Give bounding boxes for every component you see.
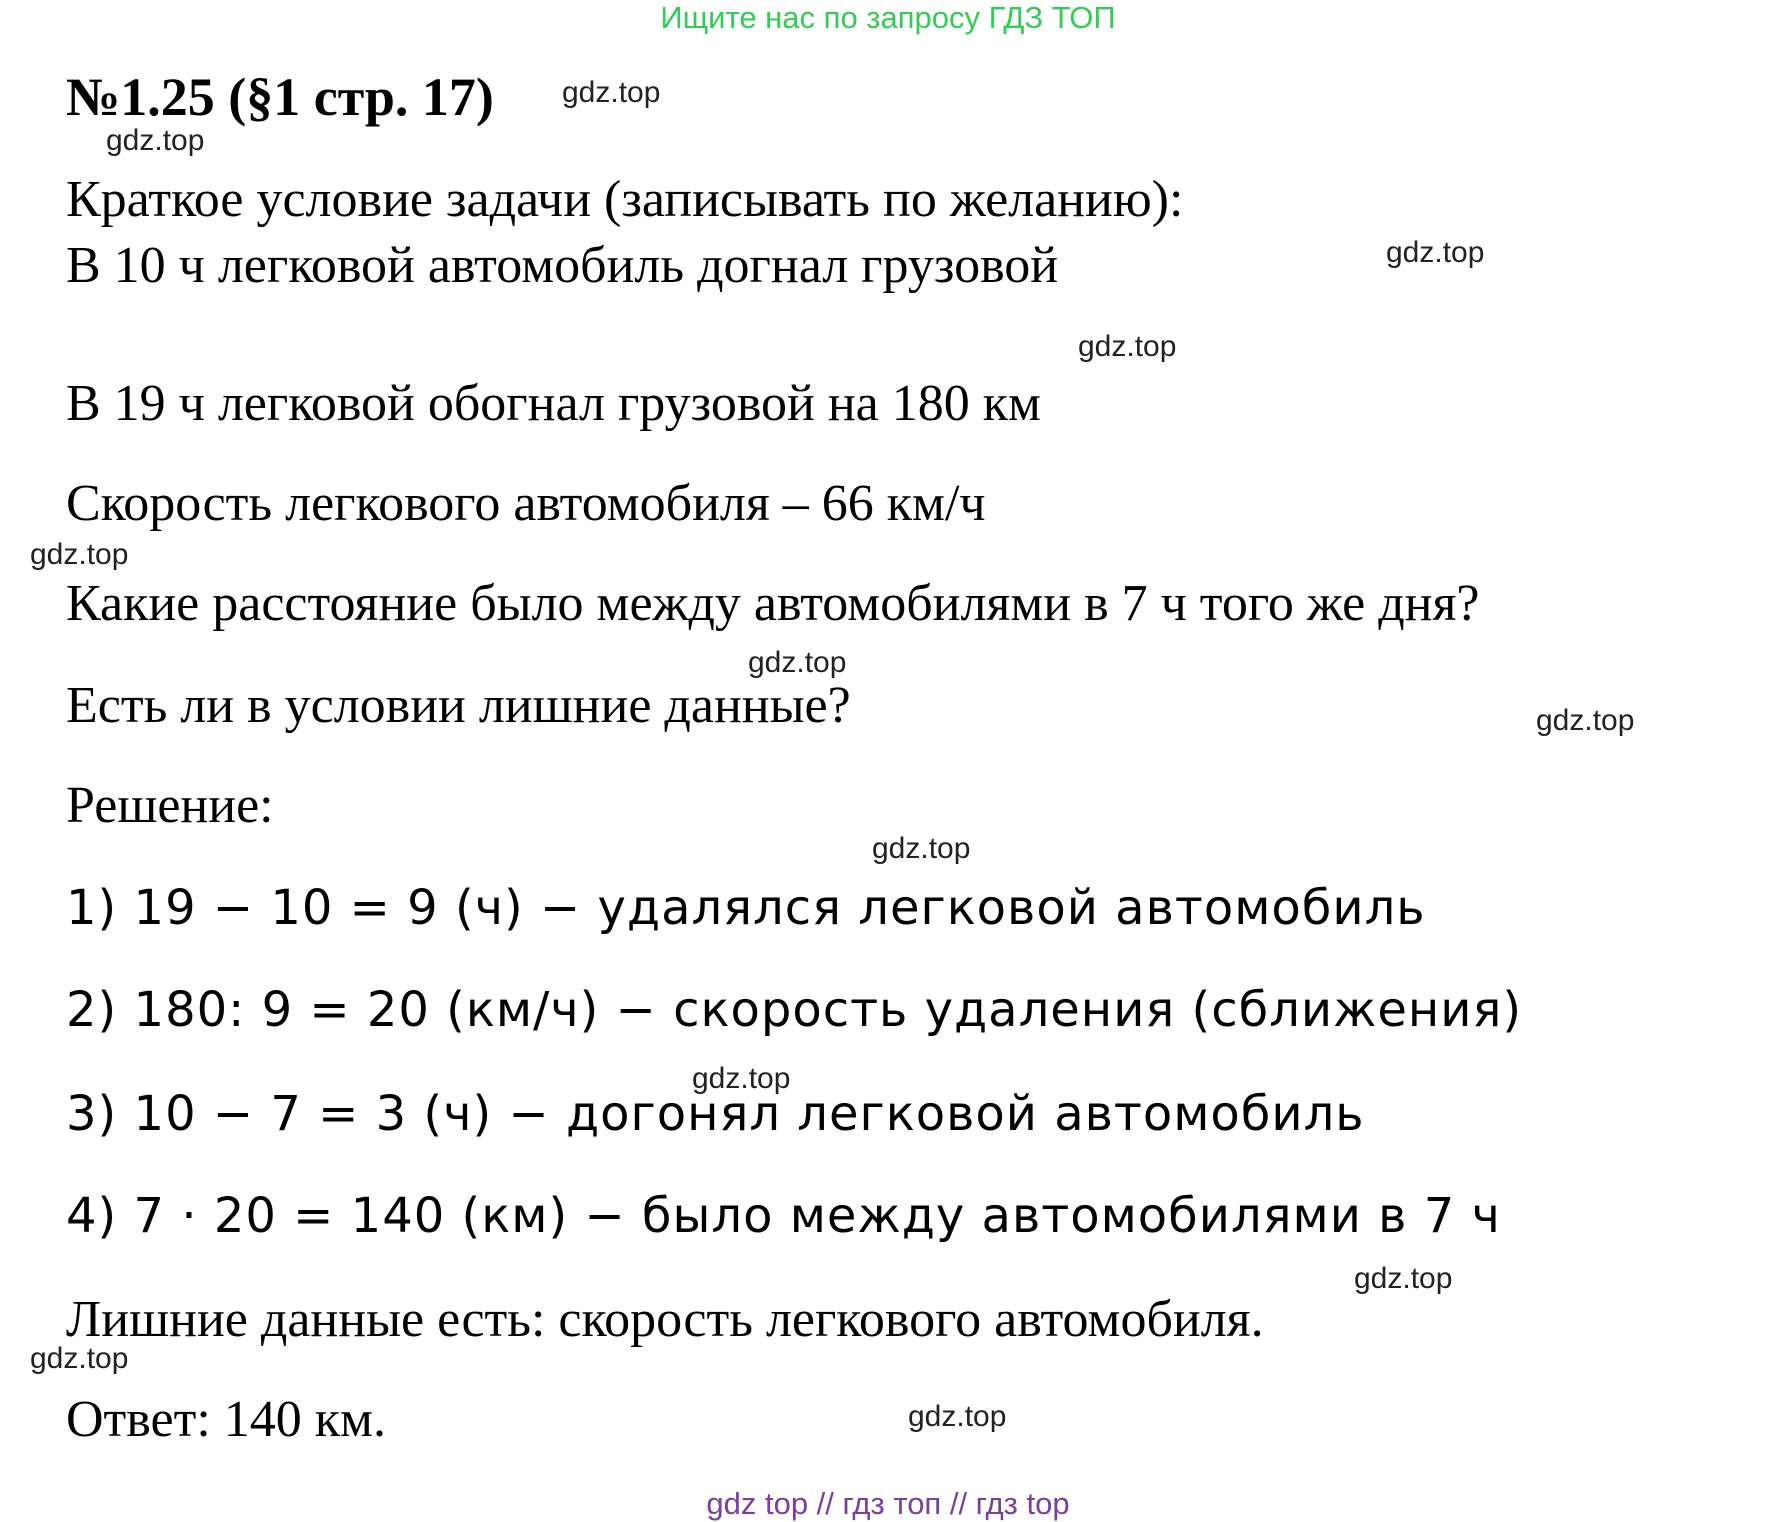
watermark: gdz.top xyxy=(1354,1262,1453,1295)
condition-line-1: В 10 ч легковой автомобиль догнал грузовой xyxy=(66,237,1059,294)
solution-step-1: 1) 19 − 10 = 9 (ч) − удалялся легковой автомобиль xyxy=(66,880,1426,936)
watermark: gdz.top xyxy=(562,76,661,109)
watermark: gdz.top xyxy=(692,1062,791,1095)
watermark: gdz.top xyxy=(1078,330,1177,363)
extra-data-note: Лишние данные есть: скорость легкового автомобиля. xyxy=(66,1291,1264,1348)
watermark: gdz.top xyxy=(106,124,205,157)
watermark: gdz.top xyxy=(1386,236,1485,269)
condition-heading: Краткое условие задачи (записывать по желанию): xyxy=(66,171,1184,228)
watermark: gdz.top xyxy=(1536,704,1635,737)
solution-step-2: 2) 180: 9 = 20 (км/ч) − скорость удаления (сближения) xyxy=(66,982,1523,1038)
watermark: gdz.top xyxy=(748,646,847,679)
solution-step-3: 3) 10 − 7 = 3 (ч) − догонял легковой автомобиль xyxy=(66,1086,1365,1142)
condition-line-3: Скорость легкового автомобиля – 66 км/ч xyxy=(66,475,986,532)
solution-heading: Решение: xyxy=(66,777,274,834)
footer-links[interactable]: gdz top // гдз топ // гдз top xyxy=(706,1486,1070,1521)
watermark: gdz.top xyxy=(30,1342,129,1375)
condition-line-2: В 19 ч легковой обогнал грузовой на 180 км xyxy=(66,375,1041,432)
top-banner[interactable]: Ищите нас по запросу ГДЗ ТОП xyxy=(660,0,1116,35)
condition-line-5: Есть ли в условии лишние данные? xyxy=(66,677,851,734)
condition-line-4: Какие расстояние было между автомобилями в 7 ч того же дня? xyxy=(66,575,1480,632)
watermark: gdz.top xyxy=(30,538,129,571)
solution-step-4: 4) 7 · 20 = 140 (км) − было между автомобилями в 7 ч xyxy=(66,1188,1501,1244)
answer: Ответ: 140 км. xyxy=(66,1391,386,1448)
problem-title: №1.25 (§1 стр. 17) xyxy=(66,67,494,127)
watermark: gdz.top xyxy=(908,1400,1007,1433)
watermark: gdz.top xyxy=(872,832,971,865)
